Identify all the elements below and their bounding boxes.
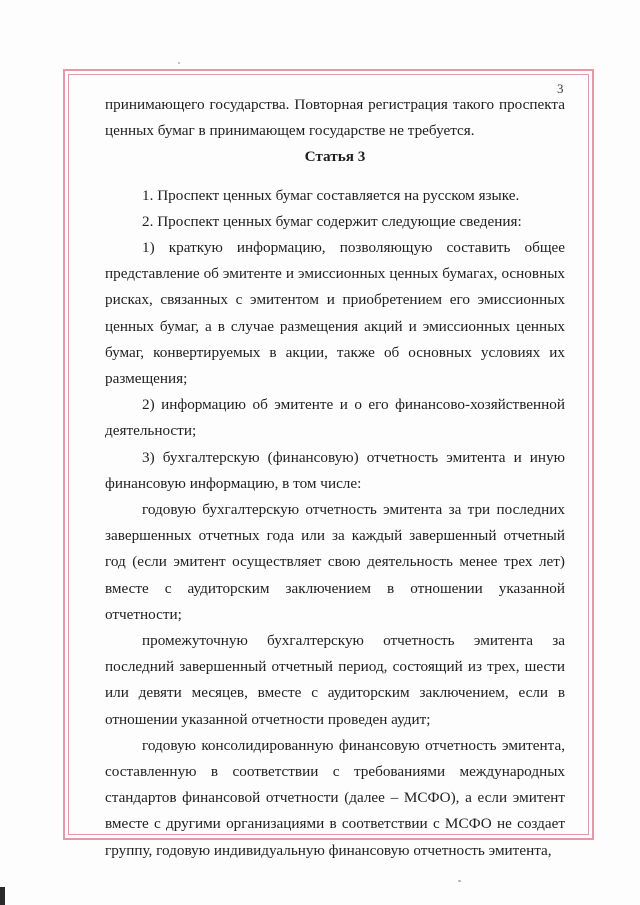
- document-body: [105, 92, 565, 864]
- scan-speck: [458, 880, 461, 882]
- paragraph: годовую бухгалтерскую отчетность эмитента за три последних завершенных отчетных года или за каждый завершенный отчетный год (если эмитент осуществляет свою деятельность менее трех лет) вместе с аудиторским заключением в отношении указанной отчетности;: [105, 501, 565, 623]
- scan-speck: [178, 62, 180, 64]
- paragraph: 2. Проспект ценных бумаг содержит следующие сведения:: [142, 212, 522, 230]
- continuation-paragraph: принимающего государства. Повторная регистрация такого проспекта ценных бумаг в принимающем государстве не требуется.: [105, 96, 565, 140]
- paragraph: 3) бухгалтерскую (финансовую) отчетность эмитента и иную финансовую информацию, в том числе:: [105, 448, 565, 492]
- paragraph: годовую консолидированную финансовую отчетность эмитента, составленную в соответствии с требованиями международных стандартов финансовой отчетности (далее – МСФО), а если эмитент вместе с другими организациями в соответствии с МСФО не создает группу, годовую индивидуальную финансовую отчетность эмитента,: [105, 736, 565, 859]
- scan-edge-mark: [0, 887, 5, 905]
- paragraph: 2) информацию об эмитенте и о его финансово-хозяйственной деятельности;: [105, 396, 565, 440]
- paragraph: 1) краткую информацию, позволяющую составить общее представление об эмитенте и эмиссионных ценных бумагах, основных рисках, связанных с эмитентом и приобретением его эмиссионных ценных бумаг, а в случае размещения акций и эмиссионных ценных бумаг, конвертируемых в акции, также об основных условиях их размещения;: [105, 239, 565, 388]
- page-number: 3: [557, 81, 564, 96]
- paragraph: промежуточную бухгалтерскую отчетность эмитента за последний завершенный отчетный период, состоящий из трех, шести или девяти месяцев, вместе с аудиторским заключением, если в отношении указанной отчетности проведен аудит;: [105, 632, 565, 728]
- article-heading: Статья 3: [304, 148, 366, 166]
- paragraph: 1. Проспект ценных бумаг составляется на русском языке.: [142, 186, 520, 204]
